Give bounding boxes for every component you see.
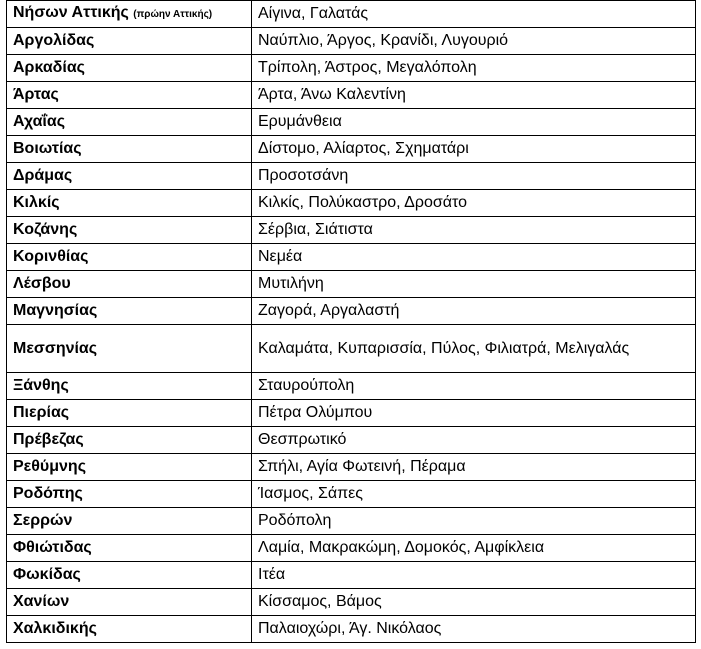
table-row <box>7 55 696 82</box>
table-row <box>7 400 696 427</box>
towns-cell: Νεμέα <box>252 244 696 271</box>
region-cell: Κορινθίας <box>7 244 252 271</box>
region-cell: Πρέβεζας <box>7 427 252 454</box>
towns-cell: Τρίπολη, Άστρος, Μεγαλόπολη <box>252 55 696 82</box>
towns-cell: Αίγινα, Γαλατάς <box>252 1 696 28</box>
region-cell: Αργολίδας <box>7 28 252 55</box>
towns-cell: Δίστομο, Αλίαρτος, Σχηματάρι <box>252 136 696 163</box>
towns-cell: Ερυμάνθεια <box>252 109 696 136</box>
region-cell: Αχαΐας <box>7 109 252 136</box>
region-cell: Ξάνθης <box>7 373 252 400</box>
table-row <box>7 163 696 190</box>
region-cell: Κιλκίς <box>7 190 252 217</box>
towns-cell: Παλαιοχώρι, Άγ. Νικόλαος <box>252 616 696 643</box>
towns-cell: Σέρβια, Σιάτιστα <box>252 217 696 244</box>
table-row <box>7 325 696 373</box>
region-cell: Χανίων <box>7 589 252 616</box>
region-cell: Φωκίδας <box>7 562 252 589</box>
region-cell: Αρκαδίας <box>7 55 252 82</box>
towns-cell: Πέτρα Ολύμπου <box>252 400 696 427</box>
table-row <box>7 616 696 643</box>
table-row <box>7 454 696 481</box>
region-cell: Μαγνησίας <box>7 298 252 325</box>
region-cell <box>7 1 252 28</box>
towns-cell: Λαμία, Μακρακώμη, Δομοκός, Αμφίκλεια <box>252 535 696 562</box>
towns-cell: Θεσπρωτικό <box>252 427 696 454</box>
towns-cell: Ναύπλιο, Άργος, Κρανίδι, Λυγουριό <box>252 28 696 55</box>
region-name: Νήσων Αττικής <box>13 4 129 21</box>
table-row <box>7 109 696 136</box>
region-cell: Βοιωτίας <box>7 136 252 163</box>
region-cell: Ροδόπης <box>7 481 252 508</box>
regions-table <box>6 0 696 643</box>
towns-cell: Καλαμάτα, Κυπαρισσία, Πύλος, Φιλιατρά, Μελιγαλάς <box>252 325 696 373</box>
table-row <box>7 217 696 244</box>
towns-cell: Ιτέα <box>252 562 696 589</box>
table-row <box>7 28 696 55</box>
table-row <box>7 244 696 271</box>
region-note: (πρώην Αττικής) <box>133 9 213 20</box>
table-row <box>7 427 696 454</box>
table-row <box>7 562 696 589</box>
towns-cell: Ίασμος, Σάπες <box>252 481 696 508</box>
region-cell: Σερρών <box>7 508 252 535</box>
towns-cell: Ροδόπολη <box>252 508 696 535</box>
region-cell: Ρεθύμνης <box>7 454 252 481</box>
region-cell: Χαλκιδικής <box>7 616 252 643</box>
region-cell: Πιερίας <box>7 400 252 427</box>
table-row <box>7 136 696 163</box>
region-cell: Λέσβου <box>7 271 252 298</box>
table-row <box>7 298 696 325</box>
towns-cell: Κίσσαμος, Βάμος <box>252 589 696 616</box>
region-cell: Φθιώτιδας <box>7 535 252 562</box>
region-cell: Άρτας <box>7 82 252 109</box>
towns-cell: Άρτα, Άνω Καλεντίνη <box>252 82 696 109</box>
table-row <box>7 535 696 562</box>
table-row <box>7 190 696 217</box>
towns-cell: Μυτιλήνη <box>252 271 696 298</box>
region-cell: Μεσσηνίας <box>7 325 252 373</box>
towns-cell: Προσοτσάνη <box>252 163 696 190</box>
table-row <box>7 373 696 400</box>
table-row <box>7 82 696 109</box>
table-row <box>7 508 696 535</box>
table-row <box>7 589 696 616</box>
region-cell: Κοζάνης <box>7 217 252 244</box>
table-row <box>7 1 696 28</box>
table-row <box>7 271 696 298</box>
towns-cell: Ζαγορά, Αργαλαστή <box>252 298 696 325</box>
towns-cell: Σπήλι, Αγία Φωτεινή, Πέραμα <box>252 454 696 481</box>
towns-cell: Κιλκίς, Πολύκαστρο, Δροσάτο <box>252 190 696 217</box>
region-cell: Δράμας <box>7 163 252 190</box>
towns-cell: Σταυρούπολη <box>252 373 696 400</box>
table-row <box>7 481 696 508</box>
